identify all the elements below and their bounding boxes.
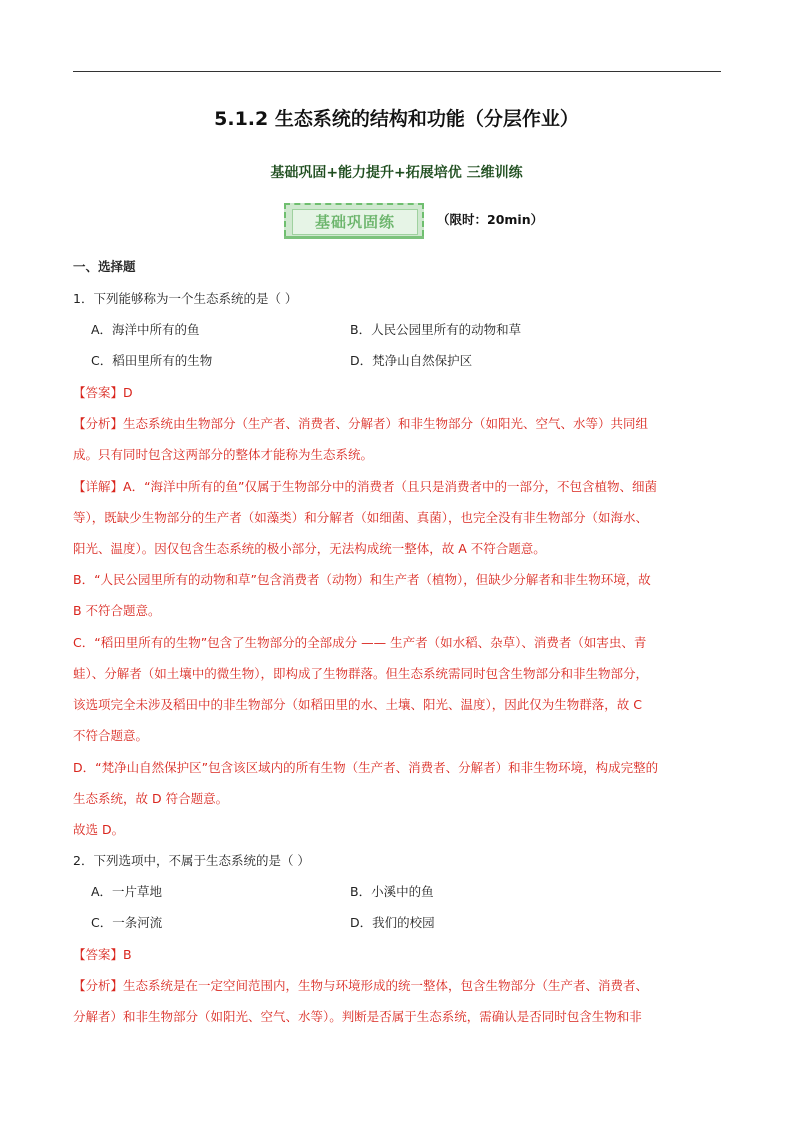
page-subtitle: 基础巩固+能力提升+拓展培优 三维训练 — [270, 165, 523, 181]
answer-value: D — [123, 385, 133, 400]
badge-label: 基础巩固练 — [292, 209, 418, 235]
q2-analysis-line — [73, 976, 648, 994]
analysis-text: 生态系统由生物部分（生产者、消费者、分解者）和非生物部分（如阳光、空气、水等）共同组 — [123, 416, 649, 431]
q1-detail-line: B．“人民公园里所有的动物和草”包含消费者（动物）和生产者（植物），但缺少分解者和非生物环境，故 — [73, 572, 651, 587]
q1-option-c: C．稻田里所有的生物 — [91, 353, 213, 368]
q2-option-d: D．我们的校园 — [350, 915, 435, 930]
answer-tag: 【答案】 — [73, 947, 124, 962]
section-heading: 一、选择题 — [73, 259, 136, 274]
badge-underline — [284, 236, 424, 239]
q1-option-d: D．梵净山自然保护区 — [350, 353, 473, 368]
q2-option-b: B．小溪中的鱼 — [350, 884, 434, 899]
q1-answer — [73, 383, 133, 401]
q1-detail-line: 等），既缺少生物部分的生产者（如藻类）和分解者（如细菌、真菌），也完全没有非生物部分（如海水、 — [73, 510, 649, 525]
q1-stem: 1．下列能够称为一个生态系统的是（ ） — [73, 291, 298, 306]
answer-tag: 【答案】 — [73, 385, 124, 400]
q1-conclusion: 故选 D。 — [73, 822, 125, 837]
q1-detail-line: 该选项完全未涉及稻田中的非生物部分（如稻田里的水、土壤、阳光、温度），因此仅为生物群落，故 C — [73, 697, 642, 712]
q1-detail-line — [73, 477, 657, 495]
q1-detail-line: 生态系统，故 D 符合题意。 — [73, 791, 229, 806]
detail-text: A．“海洋中所有的鱼”仅属于生物部分中的消费者（且只是消费者中的一部分，不包含植物、细菌 — [123, 479, 658, 494]
q1-analysis-line: 成。只有同时包含这两部分的整体才能称为生态系统。 — [73, 447, 374, 462]
q2-option-c: C．一条河流 — [91, 915, 163, 930]
header-rule — [73, 71, 721, 72]
q1-detail-line: 不符合题意。 — [73, 728, 149, 743]
q1-option-a: A．海洋中所有的鱼 — [91, 322, 200, 337]
q1-detail-line: 蛙）、分解者（如土壤中的微生物），即构成了生物群落。但生态系统需同时包含生物部分和非生物部分， — [73, 666, 649, 681]
time-limit: （限时：20min） — [437, 212, 544, 227]
page-title: 5.1.2 生态系统的结构和功能（分层作业） — [214, 108, 579, 130]
analysis-text: 生态系统是在一定空间范围内，生物与环境形成的统一整体，包含生物部分（生产者、消费者、 — [123, 978, 649, 993]
q1-detail-line: B 不符合题意。 — [73, 603, 161, 618]
detail-tag: 【详解】 — [73, 479, 124, 494]
q2-analysis-line: 分解者）和非生物部分（如阳光、空气、水等）。判断是否属于生态系统，需确认是否同时包含生物和非 — [73, 1009, 642, 1024]
q2-option-a: A．一片草地 — [91, 884, 163, 899]
analysis-tag: 【分析】 — [73, 416, 124, 431]
q1-detail-line: 阳光、温度）。因仅包含生态系统的极小部分，无法构成统一整体，故 A 不符合题意。 — [73, 541, 546, 556]
badge-frame — [284, 203, 424, 236]
q2-answer — [73, 945, 132, 963]
q1-detail-line: D．“梵净山自然保护区”包含该区域内的所有生物（生产者、消费者、分解者）和非生物环境，构成完整的 — [73, 760, 659, 775]
q1-option-b: B．人民公园里所有的动物和草 — [350, 322, 522, 337]
q1-detail-line: C．“稻田里所有的生物”包含了生物部分的全部成分 —— 生产者（如水稻、杂草）、消费者（如害虫、青 — [73, 635, 647, 650]
q1-analysis-line — [73, 414, 648, 432]
q2-stem: 2．下列选项中，不属于生态系统的是（ ） — [73, 853, 310, 868]
analysis-tag: 【分析】 — [73, 978, 124, 993]
answer-value: B — [123, 947, 132, 962]
